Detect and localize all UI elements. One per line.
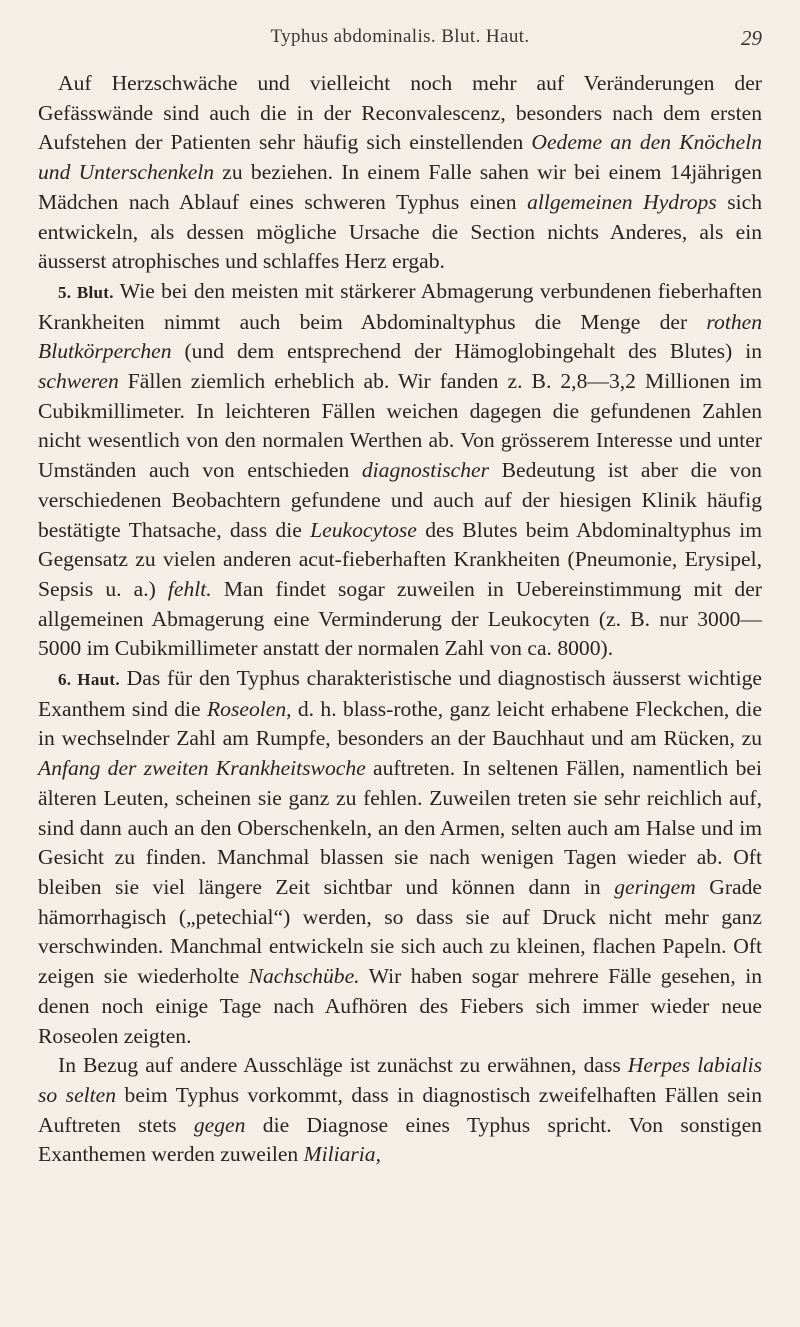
page-header — [38, 26, 762, 56]
page-number: 29 — [741, 26, 762, 50]
running-title: Typhus abdominalis. Blut. Haut. — [270, 26, 530, 47]
emphasized-text: schweren — [38, 369, 119, 394]
emphasized-text: Nachschübe. — [248, 964, 360, 989]
paragraph — [38, 1051, 762, 1170]
text-run: Grade hämorrhagisch („petechial“) werden, so dass sie auf Druck nicht mehr ganz verschwinden. Manchmal entwickeln sie sich auch zu kleinen, flachen Papeln. Oft zeigen sie wiederholte — [38, 874, 762, 989]
emphasized-text: Anfang der zweiten Krankheitswoche — [38, 756, 366, 781]
emphasized-text: fehlt. — [167, 576, 212, 601]
text-run: des Blutes beim Abdominaltyphus im Gegensatz zu vielen anderen acut-fieberhaften Krankheiten (Pneumonie, Erysipel, Sepsis u. a.) — [38, 517, 762, 601]
emphasized-text: rothen Blutkörperchen — [38, 309, 762, 364]
text-run: die Diagnose eines Typhus spricht. Von sonstigen Exanthemen werden zuweilen — [38, 1112, 762, 1167]
text-run: Wir haben sogar mehrere Fälle gesehen, in denen noch einige Tage nach Aufhören des Fiebers sich immer wieder neue Roseolen zeigten. — [38, 964, 762, 1048]
emphasized-text: Leukocytose — [310, 517, 417, 542]
text-run: Das für den Typhus charakteristische und diagnostisch äusserst wichtige Exanthem sind die — [38, 666, 762, 721]
section-heading: 6. Haut. — [58, 670, 120, 690]
text-run: Auf Herzschwäche und vielleicht noch mehr auf Veränderungen der Gefässwände sind auch die in der Reconvalescenz, besonders nach dem ersten Aufstehen der Patienten sehr häufig sich einstellenden — [38, 71, 762, 155]
paragraph — [38, 664, 762, 1051]
paragraph — [38, 69, 762, 277]
emphasized-text: geringem — [614, 874, 696, 899]
text-run: Fällen ziemlich erheblich ab. Wir fanden z. B. 2,8—3,2 Millionen im Cubikmillimeter. In leichteren Fällen weichen dagegen die gefundenen Zahlen nicht wesentlich von den normalen Werthen ab. Von grösserem Interesse und unter Umständen auch von entschieden — [38, 369, 762, 483]
emphasized-text: allgemeinen Hydrops — [527, 189, 717, 214]
text-run: auftreten. In seltenen Fällen, namentlich bei älteren Leuten, scheinen sie ganz zu fehlen. Zuweilen treten sie sehr reichlich auf, sind dann auch an den Oberschenkeln, an den Armen, selten auch am Halse und im Gesicht zu finden. Manchmal blassen sie nach wenigen Tagen wieder ab. Oft bleiben sie viel längere Zeit sichtbar und können dann in — [38, 756, 763, 899]
text-run: Bedeutung ist aber die von verschiedenen Beobachtern gefundene und auch auf der hiesigen Klinik häufig bestätigte Thatsache, dass die — [38, 458, 762, 542]
emphasized-text: gegen — [193, 1112, 246, 1137]
body-text — [38, 69, 762, 1170]
emphasized-text: Oedeme an den Knöcheln und Unterschenkeln — [38, 130, 762, 185]
text-run: In Bezug auf andere Ausschläge ist zunächst zu erwähnen, dass — [58, 1053, 628, 1078]
emphasized-text: diagnostischer — [361, 458, 490, 483]
text-run: sich entwickeln, als dessen mögliche Ursache die Section nichts Anderes, als ein äusserst atrophisches und schlaffes Herz ergab. — [38, 189, 763, 274]
section-heading: 5. Blut. — [58, 282, 114, 302]
emphasized-text: Miliaria, — [303, 1142, 382, 1167]
paragraph — [38, 277, 762, 664]
text-run: zu beziehen. In einem Falle sahen wir bei einem 14jährigen Mädchen nach Ablauf eines schweren Typhus einen — [38, 160, 762, 214]
text-run: Wie bei den meisten mit stärkerer Abmagerung verbundenen fieberhaften Krankheiten nimmt auch beim Abdominaltyphus die Menge der — [38, 278, 762, 334]
text-run: Man findet sogar zuweilen in Uebereinstimmung mit der allgemeinen Abmagerung eine Verminderung der Leukocyten (z. B. nur 3000—5000 im Cubikmillimeter anstatt der normalen Zahl von ca. 8000). — [38, 576, 762, 661]
emphasized-text: Herpes labialis so selten — [38, 1053, 762, 1107]
emphasized-text: Roseolen, — [206, 696, 292, 721]
text-run: beim Typhus vorkommt, dass in diagnostisch zweifelhaften Fällen sein Auftreten stets — [38, 1082, 762, 1137]
text-run: d. h. blass-rothe, ganz leicht erhabene Fleckchen, die in wechselnder Zahl am Rumpfe, besonders an der Bauchhaut und am Rücken, zu — [38, 696, 762, 751]
text-run: (und dem entsprechend der Hämoglobingehalt des Blutes) in — [171, 339, 762, 364]
